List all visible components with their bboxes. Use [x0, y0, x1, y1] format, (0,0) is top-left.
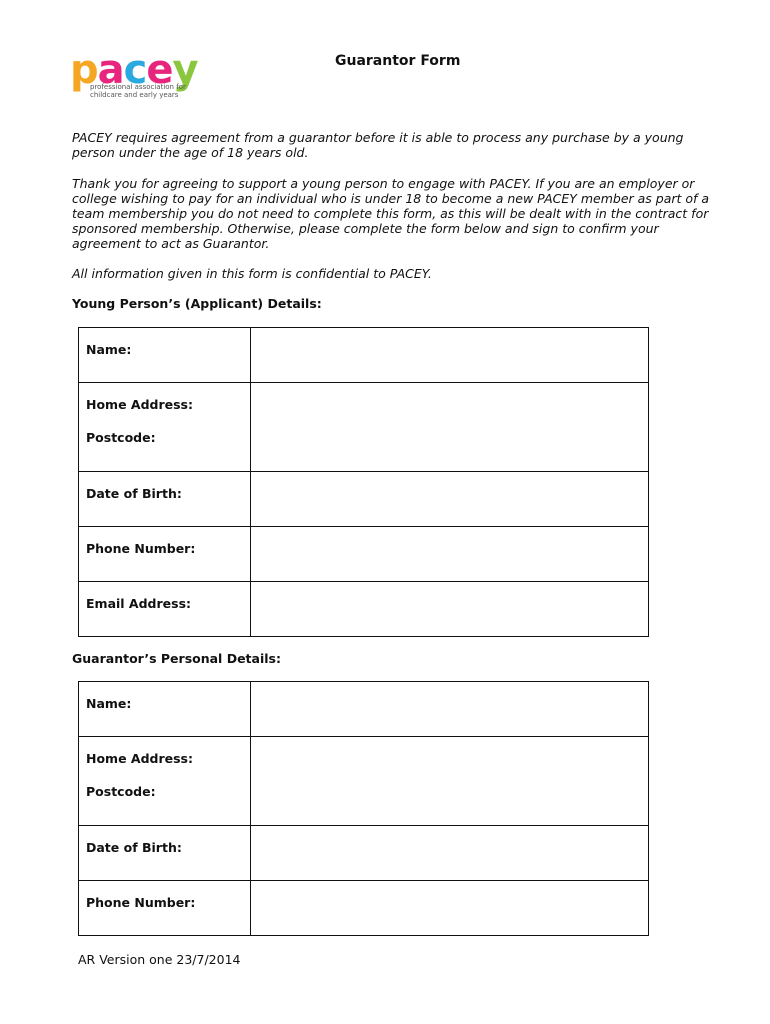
- applicant-address-field[interactable]: [251, 383, 649, 472]
- logo-tagline: professional association for childcare and early years: [90, 83, 186, 99]
- applicant-name-label: Name:: [86, 342, 132, 357]
- applicant-email-field[interactable]: [251, 582, 649, 637]
- applicant-name-field[interactable]: [251, 328, 649, 383]
- guarantor-phone-field[interactable]: [251, 881, 649, 936]
- guarantor-name-label: Name:: [86, 696, 132, 711]
- intro-paragraph: PACEY requires agreement from a guarantor before it is able to process any purchase by a young person under the age of 18 years old.: [72, 130, 684, 160]
- table-row: [79, 527, 649, 582]
- applicant-phone-label: Phone Number:: [86, 541, 196, 556]
- table-row: [79, 383, 649, 472]
- applicant-postcode-label: Postcode:: [86, 430, 156, 445]
- guarantor-heading: Guarantor’s Personal Details:: [72, 651, 281, 666]
- applicant-table: [78, 327, 649, 637]
- logo-letter: c: [123, 47, 147, 93]
- applicant-heading: Young Person’s (Applicant) Details:: [72, 296, 322, 311]
- page-title: Guarantor Form: [335, 53, 461, 69]
- applicant-phone-field[interactable]: [251, 527, 649, 582]
- logo-letter: y: [172, 47, 198, 93]
- guarantor-table: [78, 681, 649, 936]
- guarantor-postcode-label: Postcode:: [86, 784, 156, 799]
- logo-letter: e: [146, 47, 173, 93]
- table-row: [79, 472, 649, 527]
- table-row: [79, 881, 649, 936]
- table-row: [79, 328, 649, 383]
- table-row: [79, 737, 649, 826]
- version-footer: AR Version one 23/7/2014: [78, 952, 241, 967]
- pacey-logo: [70, 47, 220, 100]
- applicant-dob-label: Date of Birth:: [86, 486, 182, 501]
- table-row: [79, 826, 649, 881]
- applicant-dob-field[interactable]: [251, 472, 649, 527]
- guarantor-dob-label: Date of Birth:: [86, 840, 182, 855]
- guarantor-address-label: Home Address:: [86, 751, 193, 766]
- applicant-email-label: Email Address:: [86, 596, 192, 611]
- table-row: [79, 682, 649, 737]
- table-row: [79, 582, 649, 637]
- guarantor-phone-label: Phone Number:: [86, 895, 196, 910]
- logo-letter: a: [97, 47, 124, 93]
- guarantor-dob-field[interactable]: [251, 826, 649, 881]
- logo-letter: p: [70, 47, 98, 93]
- applicant-address-label: Home Address:: [86, 397, 193, 412]
- guarantor-address-field[interactable]: [251, 737, 649, 826]
- guarantor-name-field[interactable]: [251, 682, 649, 737]
- confidential-paragraph: All information given in this form is confidential to PACEY.: [72, 266, 432, 281]
- thanks-paragraph: Thank you for agreeing to support a young person to engage with PACEY. If you are an employer or college wishing to pay for an individual who is under 18 to become a new PACEY member as part of a team membership you do not need to complete this form, as this will be dealt with in the contract for sponsored membership. Otherwise, please complete the form below and sign to confirm your agreement to act as Guarantor.: [72, 176, 710, 251]
